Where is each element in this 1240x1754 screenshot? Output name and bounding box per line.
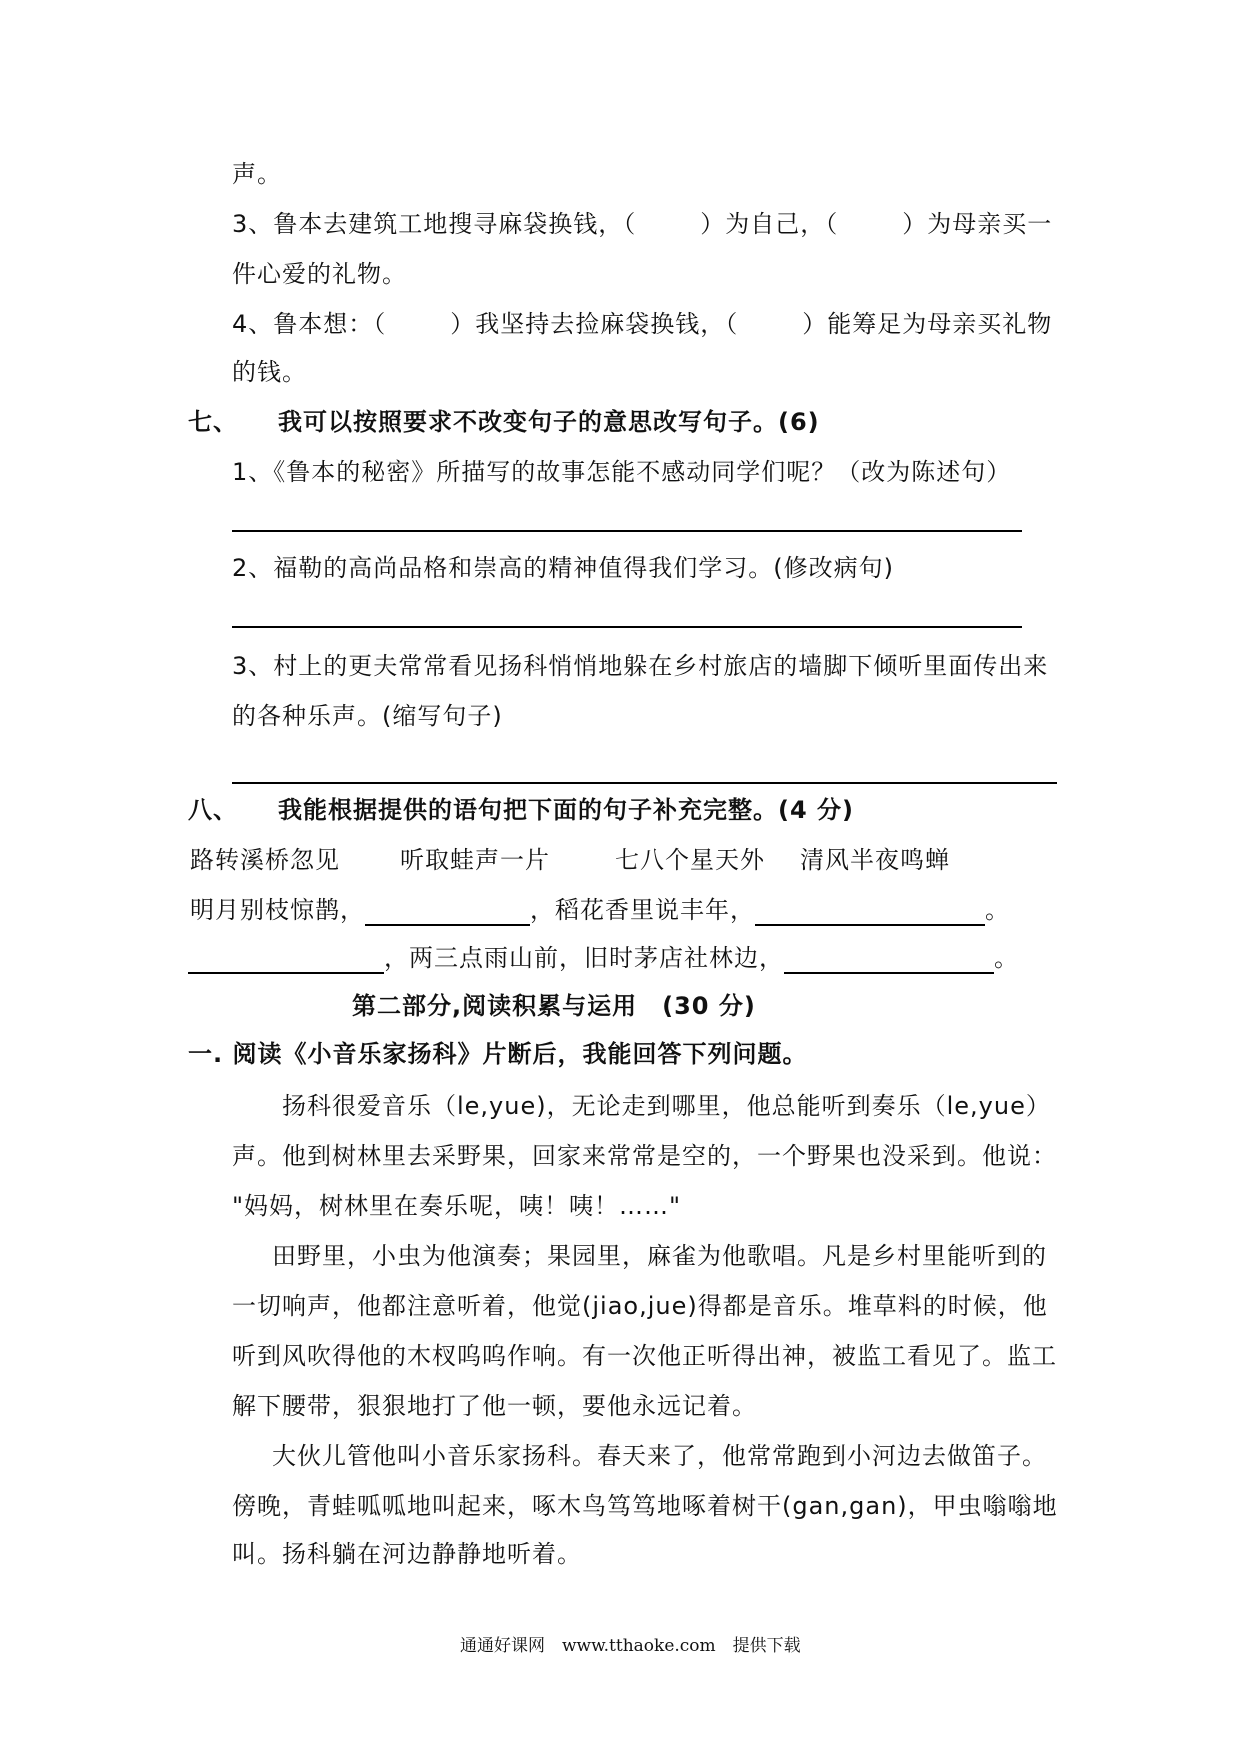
section-7-question-3-line-1: 3、村上的更夫常常看见扬科悄悄地躲在乡村旅店的墙脚下倾听里面传出来 (232, 652, 1049, 680)
q3-text-a: 3、鲁本去建筑工地搜寻麻袋换钱，（ (232, 210, 637, 238)
passage-p1-line-1: 扬科很爱音乐（le,yue)，无论走到哪里，他总能听到奏乐（le,yue） (282, 1092, 1051, 1120)
poem-line-1-text-b: ，稻花香里说丰年， (530, 896, 755, 924)
passage-p2-line-3: 听到风吹得他的木杈呜呜作响。有一次他正听得出神，被监工看见了。监工 (232, 1342, 1057, 1370)
poem-line-2 (188, 942, 1019, 974)
q4-text-a: 4、鲁本想：（ (232, 310, 387, 338)
part-2-heading: 第二部分,阅读积累与运用 (30 分) (352, 992, 756, 1020)
section-8-number: 八、 (188, 796, 238, 824)
option-1: 路转溪桥忽见 (190, 846, 340, 874)
question-3-line-2: 件心爱的礼物。 (232, 260, 407, 288)
poem-line-1-text-a: 明月别枝惊鹊， (190, 896, 365, 924)
option-3: 七八个星天外 (615, 846, 765, 874)
question-3-line-1 (232, 208, 1052, 240)
q3-text-b: ）为自己，（ (700, 210, 839, 238)
poem-line-2-text-a: ，两三点雨山前，旧时茅店社林边， (384, 944, 784, 972)
option-4: 清风半夜鸣蝉 (800, 846, 950, 874)
q4-text-c: ）能筹足为母亲买礼物 (802, 310, 1053, 338)
poem-blank-3[interactable] (188, 946, 384, 974)
passage-p2-line-1: 田野里，小虫为他演奏；果园里，麻雀为他歌唱。凡是乡村里能听到的 (272, 1242, 1047, 1270)
poem-blank-4[interactable] (784, 946, 994, 974)
answer-line-1[interactable] (232, 530, 1022, 532)
passage-p3-line-2: 傍晚，青蛙呱呱地叫起来，啄木鸟笃笃地啄着树干(gan,gan)，甲虫嗡嗡地 (232, 1492, 1058, 1520)
footer-source: 通通好课网 www.tthaoke.com 提供下载 (460, 1636, 801, 1656)
continued-line: 声。 (232, 160, 282, 188)
passage-p3-line-1: 大伙儿管他叫小音乐家扬科。春天来了，他常常跑到小河边去做笛子。 (272, 1442, 1047, 1470)
section-8-title: 我能根据提供的语句把下面的句子补充完整。(4 分) (278, 796, 854, 824)
q4-text-b: ）我坚持去捡麻袋换钱，（ (450, 310, 739, 338)
passage-p2-line-4: 解下腰带，狠狠地打了他一顿，要他永远记着。 (232, 1392, 757, 1420)
section-7-question-1: 1、《鲁本的秘密》所描写的故事怎能不感动同学们呢？（改为陈述句） (232, 458, 1012, 486)
passage-p2-line-2: 一切响声，他都注意听着，他觉(jiao,jue)得都是音乐。堆草料的时候，他 (232, 1292, 1048, 1320)
passage-p3-line-3: 叫。扬科躺在河边静静地听着。 (232, 1540, 582, 1568)
poem-line-1-text-c: 。 (985, 896, 1010, 924)
passage-p1-line-3: "妈妈，树林里在奏乐呢，咦！咦！……" (232, 1192, 682, 1220)
section-7-question-2: 2、福勒的高尚品格和崇高的精神值得我们学习。(修改病句) (232, 554, 894, 582)
question-4-line-1 (232, 308, 1052, 340)
poem-line-1 (190, 894, 1010, 926)
answer-line-3[interactable] (232, 782, 1057, 784)
section-7-title: 我可以按照要求不改变句子的意思改写句子。(6) (278, 408, 820, 436)
option-2: 听取蛙声一片 (400, 846, 550, 874)
poem-line-2-text-b: 。 (994, 944, 1019, 972)
section-7-number: 七、 (188, 408, 238, 436)
poem-blank-2[interactable] (755, 898, 985, 926)
poem-blank-1[interactable] (365, 898, 530, 926)
q3-text-c: ）为母亲买一 (902, 210, 1053, 238)
section-7-question-3-line-2: 的各种乐声。(缩写句子) (232, 702, 503, 730)
reading-question-title: 一. 阅读《小音乐家扬科》片断后，我能回答下列问题。 (188, 1040, 808, 1068)
passage-p1-line-2: 声。他到树林里去采野果，回家来常常是空的，一个野果也没采到。他说： (232, 1142, 1057, 1170)
answer-line-2[interactable] (232, 626, 1022, 628)
question-4-line-2: 的钱。 (232, 358, 307, 386)
